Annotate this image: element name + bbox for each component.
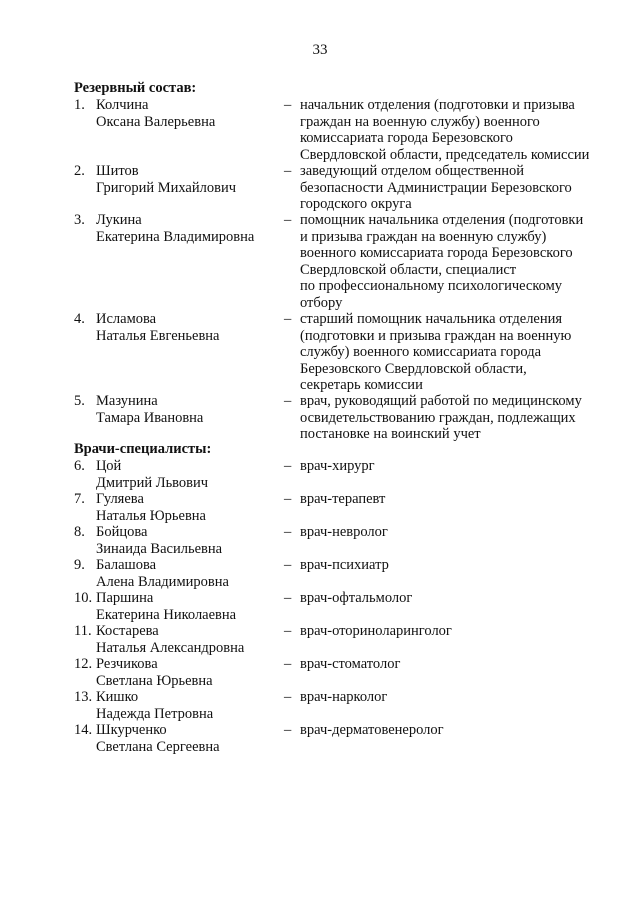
entry-number: 5.: [74, 393, 85, 409]
person-name: [96, 524, 222, 557]
dash-separator: –: [284, 722, 292, 738]
dash-separator: –: [284, 163, 292, 179]
position-description: [300, 491, 610, 508]
position-line: Березовского Свердловской области,: [300, 360, 527, 377]
surname: Цой: [96, 458, 122, 474]
surname: Костарева: [96, 623, 159, 639]
surname: Мазунина: [96, 393, 158, 409]
doctors-section-heading: Врачи-специалисты:: [74, 441, 212, 457]
position-description: [300, 458, 610, 475]
position-description: [300, 623, 610, 640]
position-line: врач-нарколог: [300, 689, 388, 705]
person-name: [96, 656, 213, 689]
surname: Шкурченко: [96, 722, 167, 738]
entry-number: 2.: [74, 163, 85, 179]
entry-number: 3.: [74, 212, 85, 228]
surname: Кишко: [96, 689, 139, 705]
given-names: Наталья Юрьевна: [96, 507, 206, 524]
position-line: отбору: [300, 294, 343, 311]
surname: Паршина: [96, 590, 154, 606]
given-names: Светлана Сергеевна: [96, 738, 220, 755]
entry-number: 6.: [74, 458, 85, 474]
position-line: врач, руководящий работой по медицинскому: [300, 393, 582, 409]
reserve-section-heading: Резервный состав:: [74, 80, 197, 96]
given-names: Светлана Юрьевна: [96, 672, 213, 689]
position-line: врач-офтальмолог: [300, 590, 413, 606]
dash-separator: –: [284, 491, 292, 507]
entry-number: 12.: [74, 656, 93, 672]
position-line: безопасности Администрации Березовского: [300, 179, 572, 196]
given-names: Надежда Петровна: [96, 705, 214, 722]
position-line: врач-психиатр: [300, 557, 389, 573]
page-number: 33: [312, 42, 328, 58]
entry-number: 7.: [74, 491, 85, 507]
position-description: [300, 163, 610, 213]
person-name: [96, 689, 213, 722]
given-names: Алена Владимировна: [96, 573, 229, 590]
person-name: [96, 458, 208, 491]
position-line: граждан на военную службу) военного: [300, 113, 540, 130]
entry-number: 4.: [74, 311, 85, 327]
surname: Бойцова: [96, 524, 148, 540]
surname: Резчикова: [96, 656, 158, 672]
given-names: Дмитрий Львович: [96, 474, 209, 491]
position-line: заведующий отделом общественной: [300, 163, 525, 179]
person-name: [96, 557, 229, 590]
given-names: Екатерина Владимировна: [96, 228, 255, 245]
person-name: [96, 311, 220, 344]
person-name: [96, 97, 215, 130]
given-names: Оксана Валерьевна: [96, 113, 216, 130]
position-description: [300, 557, 610, 574]
person-name: [96, 722, 220, 755]
entry-number: 11.: [74, 623, 92, 639]
dash-separator: –: [284, 97, 292, 113]
entry-number: 10.: [74, 590, 93, 606]
dash-separator: –: [284, 212, 292, 228]
position-line: начальник отделения (подготовки и призыва: [300, 97, 575, 113]
person-name: [96, 393, 203, 426]
position-description: [300, 393, 610, 443]
dash-separator: –: [284, 689, 292, 705]
surname: Балашова: [96, 557, 157, 573]
given-names: Григорий Михайлович: [96, 179, 237, 196]
position-line: секретарь комиссии: [300, 377, 423, 394]
position-line: военного комиссариата города Березовского: [300, 245, 573, 262]
position-description: [300, 656, 610, 673]
position-line: врач-невролог: [300, 524, 388, 540]
position-description: [300, 590, 610, 607]
given-names: Тамара Ивановна: [96, 409, 204, 426]
position-line: по профессиональному психологическому: [300, 278, 563, 295]
dash-separator: –: [284, 311, 292, 327]
surname: Гуляева: [96, 491, 144, 507]
entry-number: 14.: [74, 722, 93, 738]
position-line: Свердловской области, специалист: [300, 261, 517, 278]
given-names: Наталья Евгеньевна: [96, 327, 220, 344]
position-line: городского округа: [300, 196, 412, 213]
position-line: врач-терапевт: [300, 491, 386, 507]
dash-separator: –: [284, 524, 292, 540]
position-line: службу) военного комиссариата города: [300, 344, 542, 361]
position-line: освидетельствованию граждан, подлежащих: [300, 409, 576, 426]
dash-separator: –: [284, 623, 292, 639]
person-name: [96, 623, 244, 656]
surname: Лукина: [96, 212, 142, 228]
dash-separator: –: [284, 458, 292, 474]
position-line: помощник начальника отделения (подготовки: [300, 212, 584, 228]
position-description: [300, 524, 610, 541]
position-line: старший помощник начальника отделения: [300, 311, 563, 327]
given-names: Екатерина Николаевна: [96, 606, 237, 623]
position-line: врач-оториноларинголог: [300, 623, 452, 639]
position-description: [300, 689, 610, 706]
given-names: Наталья Александровна: [96, 639, 245, 656]
dash-separator: –: [284, 557, 292, 573]
position-description: [300, 311, 610, 394]
entry-number: 13.: [74, 689, 93, 705]
person-name: [96, 590, 236, 623]
position-line: комиссариата города Березовского: [300, 130, 513, 147]
position-line: врач-стоматолог: [300, 656, 401, 672]
position-line: (подготовки и призыва граждан на военную: [300, 327, 572, 344]
dash-separator: –: [284, 393, 292, 409]
entry-number: 8.: [74, 524, 85, 540]
person-name: [96, 212, 254, 245]
position-description: [300, 722, 610, 739]
given-names: Зинаида Васильевна: [96, 540, 223, 557]
entry-number: 9.: [74, 557, 85, 573]
entry-number: 1.: [74, 97, 85, 113]
dash-separator: –: [284, 590, 292, 606]
surname: Шитов: [96, 163, 139, 179]
position-line: Свердловской области, председатель комиссии: [300, 146, 590, 163]
person-name: [96, 491, 206, 524]
position-line: врач-дерматовенеролог: [300, 722, 444, 738]
position-line: постановке на воинский учет: [300, 426, 481, 443]
surname: Колчина: [96, 97, 149, 113]
person-name: [96, 163, 236, 196]
position-line: и призыва граждан на военную службу): [300, 228, 547, 245]
position-description: [300, 97, 610, 163]
dash-separator: –: [284, 656, 292, 672]
position-description: [300, 212, 610, 312]
position-line: врач-хирург: [300, 458, 375, 474]
surname: Исламова: [96, 311, 157, 327]
